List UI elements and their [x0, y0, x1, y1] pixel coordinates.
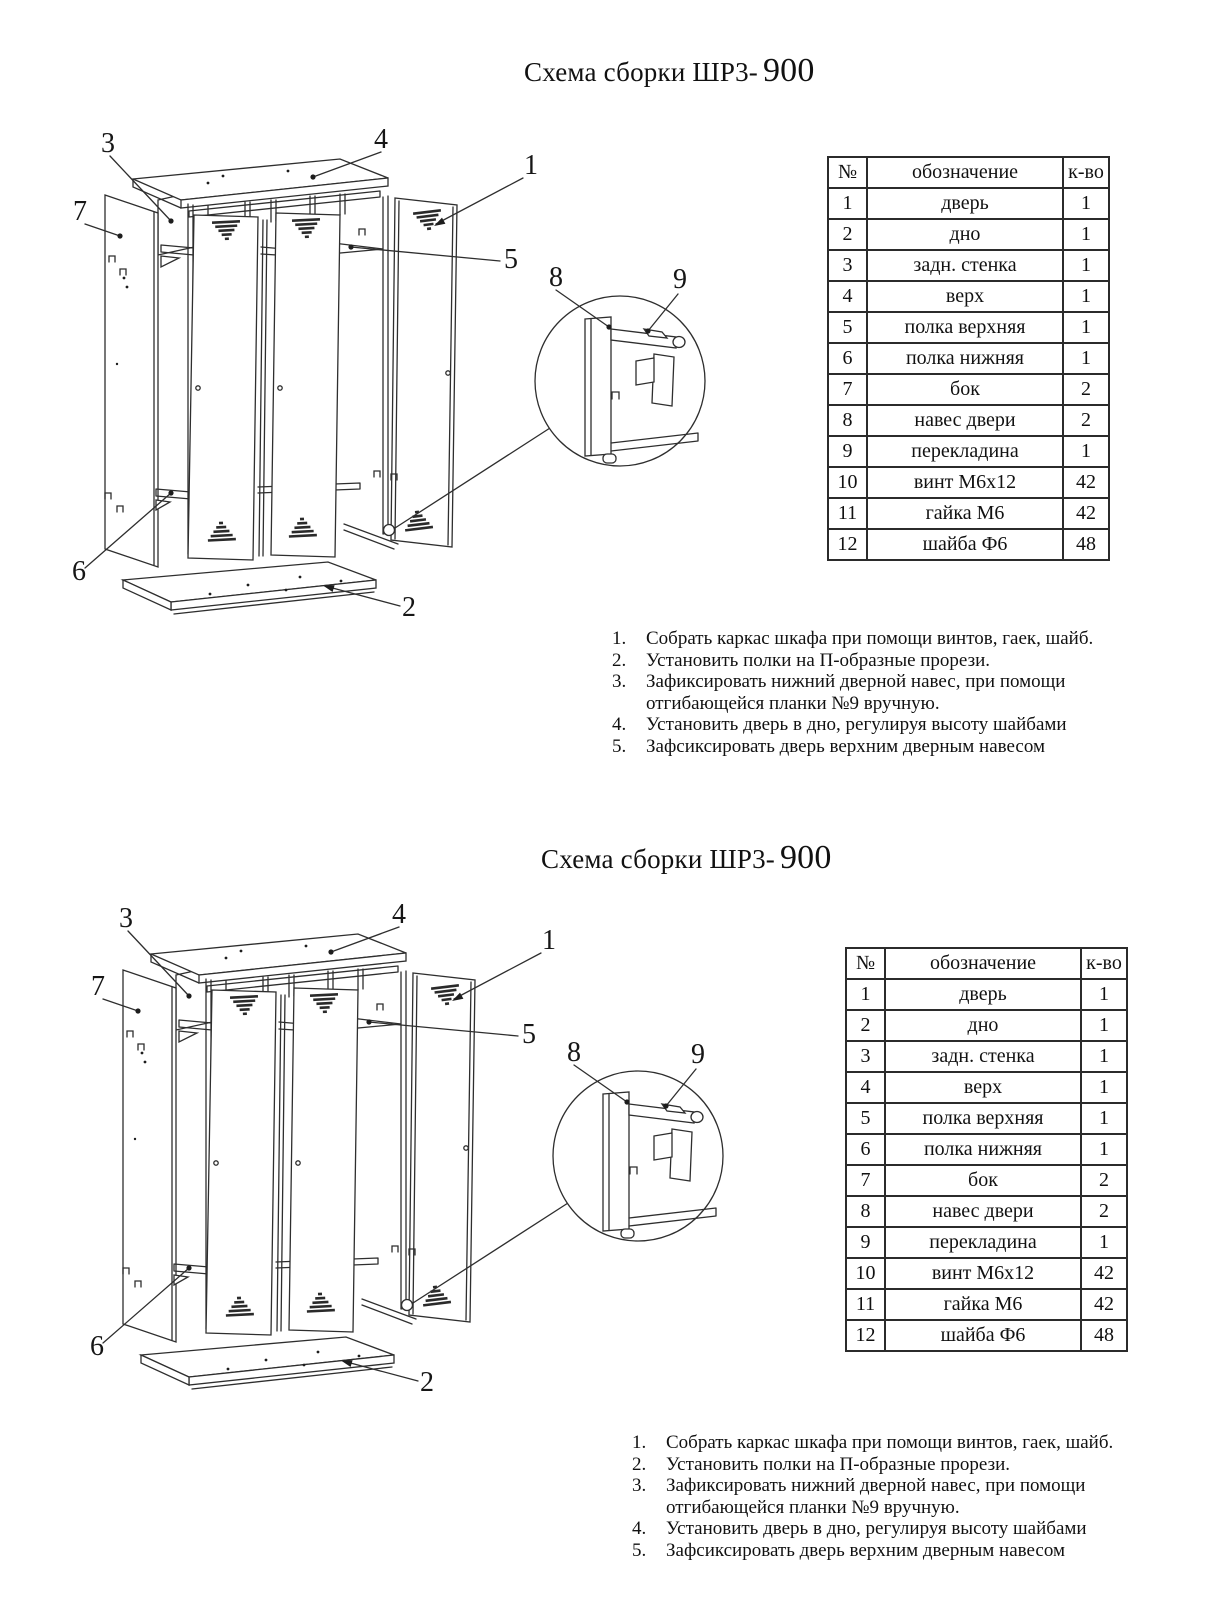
- instruction-number: 4.: [612, 714, 627, 735]
- table-row: [846, 1196, 1127, 1227]
- table-cell: перекладина: [867, 436, 1063, 467]
- table-cell: 10: [846, 1258, 885, 1289]
- instruction-number: 2.: [612, 649, 627, 671]
- table-row: [828, 188, 1109, 219]
- instruction-item: [612, 650, 1172, 672]
- table-cell: бок: [867, 374, 1063, 405]
- instruction-item: [632, 1454, 1192, 1476]
- table-cell: 42: [1063, 498, 1109, 529]
- table-row: [828, 312, 1109, 343]
- table-cell: навес двери: [867, 405, 1063, 436]
- instruction-number: 1.: [632, 1432, 647, 1453]
- table-cell: 7: [828, 374, 867, 405]
- table-cell: 1: [1063, 312, 1109, 343]
- instruction-number: 5.: [632, 1539, 647, 1561]
- table-cell: 1: [1063, 343, 1109, 374]
- col-header-number: №: [846, 948, 885, 979]
- col-header-number: №: [828, 157, 867, 188]
- table-cell: 42: [1063, 467, 1109, 498]
- table-cell: шайба Ф6: [867, 529, 1063, 560]
- callout-label-8: 8: [549, 262, 563, 293]
- table-cell: 6: [846, 1134, 885, 1165]
- table-row: [828, 219, 1109, 250]
- table-row: [846, 1320, 1127, 1351]
- col-header-quantity: к-во: [1063, 157, 1109, 188]
- callout-label-9: 9: [673, 264, 687, 295]
- table-cell: 2: [1063, 405, 1109, 436]
- title-model-number: 900: [779, 839, 832, 876]
- title-text: Схема сборки ШР3-: [524, 57, 758, 87]
- parts-table: [845, 947, 1128, 1352]
- table-cell: 42: [1081, 1258, 1127, 1289]
- table-row: [828, 374, 1109, 405]
- table-cell: 3: [828, 250, 867, 281]
- table-cell: дверь: [867, 188, 1063, 219]
- table-cell: дно: [885, 1010, 1081, 1041]
- table-row: [828, 250, 1109, 281]
- table-row: [828, 467, 1109, 498]
- table-cell: 9: [828, 436, 867, 467]
- instruction-item: [632, 1432, 1192, 1454]
- table-cell: 8: [846, 1196, 885, 1227]
- col-header-quantity: к-во: [1081, 948, 1127, 979]
- table-row: [846, 1165, 1127, 1196]
- col-header-designation: обозначение: [867, 157, 1063, 188]
- instruction-text: Зафсиксировать дверь верхним дверным навесом: [646, 735, 1046, 757]
- instruction-text: Установить дверь в дно, регулируя высоту шайбами: [666, 1518, 1087, 1539]
- instruction-text: Зафсиксировать дверь верхним дверным навесом: [666, 1539, 1066, 1561]
- callout-label-1: 1: [524, 150, 538, 181]
- table-cell: 1: [1081, 979, 1127, 1010]
- table-cell: 1: [846, 979, 885, 1010]
- table-row: [828, 498, 1109, 529]
- instruction-number: 3.: [632, 1475, 647, 1496]
- table-cell: бок: [885, 1165, 1081, 1196]
- table-cell: 48: [1081, 1320, 1127, 1351]
- table-cell: 5: [846, 1103, 885, 1134]
- table-cell: гайка М6: [867, 498, 1063, 529]
- table-row: [846, 1289, 1127, 1320]
- assembly-instructions: [632, 1432, 1192, 1561]
- table-cell: полка нижняя: [867, 343, 1063, 374]
- instruction-number: 1.: [612, 628, 627, 649]
- instruction-number: 2.: [632, 1453, 647, 1475]
- table-cell: 1: [1081, 1227, 1127, 1258]
- callout-label-4: 4: [392, 899, 406, 930]
- table-row: [828, 436, 1109, 467]
- table-cell: 1: [1081, 1134, 1127, 1165]
- table-cell: задн. стенка: [867, 250, 1063, 281]
- callout-label-3: 3: [101, 128, 115, 159]
- table-row: [828, 343, 1109, 374]
- table-row: [846, 1258, 1127, 1289]
- instruction-text: Собрать каркас шкафа при помощи винтов, гаек, шайб.: [646, 628, 1094, 649]
- table-cell: 4: [828, 281, 867, 312]
- table-cell: дверь: [885, 979, 1081, 1010]
- instruction-item: [612, 671, 1172, 714]
- table-row: [846, 1134, 1127, 1165]
- table-row: [846, 1010, 1127, 1041]
- instruction-number: 4.: [632, 1518, 647, 1539]
- instruction-item: [632, 1540, 1192, 1562]
- table-row: [828, 529, 1109, 560]
- table-cell: 10: [828, 467, 867, 498]
- table-cell: навес двери: [885, 1196, 1081, 1227]
- page-title: [524, 52, 815, 90]
- table-cell: 1: [1081, 1072, 1127, 1103]
- table-cell: 2: [846, 1010, 885, 1041]
- table-cell: 5: [828, 312, 867, 343]
- callout-label-5: 5: [504, 244, 518, 275]
- table-cell: 11: [846, 1289, 885, 1320]
- table-cell: 4: [846, 1072, 885, 1103]
- table-cell: полка нижняя: [885, 1134, 1081, 1165]
- table-cell: верх: [867, 281, 1063, 312]
- page-title: [541, 839, 832, 877]
- table-cell: 1: [828, 188, 867, 219]
- col-header-designation: обозначение: [885, 948, 1081, 979]
- table-cell: 12: [828, 529, 867, 560]
- callout-label-8: 8: [567, 1037, 581, 1068]
- callout-label-5: 5: [522, 1019, 536, 1050]
- table-row: [846, 1103, 1127, 1134]
- instruction-item: [612, 628, 1172, 650]
- callout-label-2: 2: [402, 592, 416, 623]
- assembly-instructions: [612, 628, 1172, 757]
- table-cell: 1: [1063, 250, 1109, 281]
- table-cell: дно: [867, 219, 1063, 250]
- callout-label-7: 7: [73, 196, 87, 227]
- instruction-text: Зафиксировать нижний дверной навес, при помощи отгибающейся планки №9 вручную.: [646, 671, 1066, 714]
- instruction-text: Собрать каркас шкафа при помощи винтов, гаек, шайб.: [666, 1432, 1114, 1453]
- table-cell: 48: [1063, 529, 1109, 560]
- table-cell: 1: [1081, 1103, 1127, 1134]
- table-cell: 8: [828, 405, 867, 436]
- instruction-item: [612, 714, 1172, 736]
- table-cell: 6: [828, 343, 867, 374]
- instruction-text: Установить полки на П-образные прорези.: [666, 1453, 1011, 1475]
- instruction-item: [632, 1518, 1192, 1540]
- table-cell: 1: [1063, 219, 1109, 250]
- table-cell: винт М6х12: [867, 467, 1063, 498]
- assembly-diagram: [76, 891, 726, 1401]
- table-cell: 1: [1081, 1010, 1127, 1041]
- table-cell: 2: [1081, 1165, 1127, 1196]
- table-cell: полка верхняя: [867, 312, 1063, 343]
- instruction-number: 5.: [612, 735, 627, 757]
- table-cell: 2: [828, 219, 867, 250]
- callout-label-7: 7: [91, 971, 105, 1002]
- table-header-row: [846, 948, 1127, 979]
- callout-label-3: 3: [119, 903, 133, 934]
- table-cell: 42: [1081, 1289, 1127, 1320]
- table-row: [828, 281, 1109, 312]
- title-text: Схема сборки ШР3-: [541, 844, 775, 874]
- callout-label-6: 6: [72, 556, 86, 587]
- table-row: [846, 1072, 1127, 1103]
- table-header-row: [828, 157, 1109, 188]
- callout-label-2: 2: [420, 1367, 434, 1398]
- table-row: [846, 1041, 1127, 1072]
- callout-label-6: 6: [90, 1331, 104, 1362]
- table-cell: шайба Ф6: [885, 1320, 1081, 1351]
- table-cell: 2: [1063, 374, 1109, 405]
- table-cell: верх: [885, 1072, 1081, 1103]
- table-cell: 2: [1081, 1196, 1127, 1227]
- table-cell: винт М6х12: [885, 1258, 1081, 1289]
- instruction-number: 3.: [612, 671, 627, 692]
- table-cell: 3: [846, 1041, 885, 1072]
- callout-label-1: 1: [542, 925, 556, 956]
- callout-label-4: 4: [374, 124, 388, 155]
- instruction-text: Установить полки на П-образные прорези.: [646, 649, 991, 671]
- table-cell: перекладина: [885, 1227, 1081, 1258]
- table-cell: задн. стенка: [885, 1041, 1081, 1072]
- instruction-text: Зафиксировать нижний дверной навес, при помощи отгибающейся планки №9 вручную.: [666, 1475, 1086, 1518]
- table-cell: 1: [1063, 436, 1109, 467]
- table-cell: 12: [846, 1320, 885, 1351]
- table-row: [846, 979, 1127, 1010]
- assembly-diagram: [58, 116, 708, 626]
- table-cell: полка верхняя: [885, 1103, 1081, 1134]
- table-cell: 1: [1063, 281, 1109, 312]
- instruction-text: Установить дверь в дно, регулируя высоту шайбами: [646, 714, 1067, 735]
- callout-label-9: 9: [691, 1039, 705, 1070]
- table-cell: гайка М6: [885, 1289, 1081, 1320]
- instruction-item: [632, 1475, 1192, 1518]
- table-cell: 9: [846, 1227, 885, 1258]
- title-model-number: 900: [762, 52, 815, 89]
- table-cell: 11: [828, 498, 867, 529]
- table-cell: 1: [1063, 188, 1109, 219]
- table-cell: 7: [846, 1165, 885, 1196]
- parts-table: [827, 156, 1110, 561]
- table-cell: 1: [1081, 1041, 1127, 1072]
- instruction-item: [612, 736, 1172, 758]
- table-row: [828, 405, 1109, 436]
- table-row: [846, 1227, 1127, 1258]
